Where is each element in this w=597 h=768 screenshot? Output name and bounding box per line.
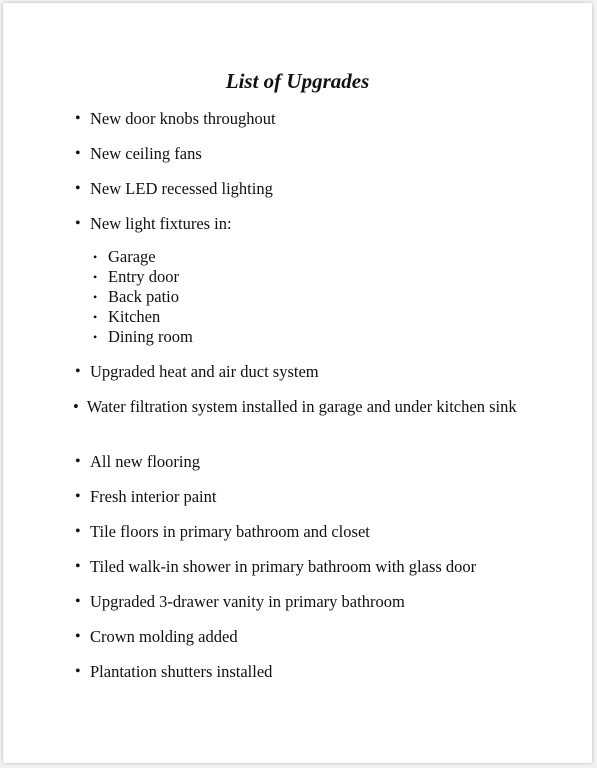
list-item-text: Fresh interior paint <box>90 487 217 506</box>
list-item-text: New LED recessed lighting <box>90 179 273 198</box>
bullet: • <box>75 558 81 575</box>
list-item-text: Upgraded 3-drawer vanity in primary bathroom <box>90 592 405 611</box>
bullet: • <box>93 310 98 324</box>
bullet: • <box>93 290 98 304</box>
bullet: • <box>93 270 98 284</box>
list-item-text: New door knobs throughout <box>90 109 276 128</box>
bullet: • <box>75 180 81 197</box>
sub-list-item-text: Back patio <box>108 287 180 306</box>
list-item-text: Crown molding added <box>90 627 238 646</box>
bullet: • <box>93 250 98 264</box>
sub-list-item-text: Kitchen <box>108 307 161 326</box>
list-item-text: Water filtration system installed in garage and under kitchen sink <box>86 397 517 416</box>
list-item-text: New light fixtures in: <box>90 214 232 233</box>
bullet: • <box>75 110 81 127</box>
list-item-text: Upgraded heat and air duct system <box>90 362 319 381</box>
list-item-text: Plantation shutters installed <box>90 662 273 681</box>
list-item-text: Tile floors in primary bathroom and closet <box>90 522 370 541</box>
sub-list-item-text: Garage <box>108 247 156 266</box>
sub-list-item-text: Dining room <box>108 327 193 346</box>
sub-list-item-text: Entry door <box>108 267 180 286</box>
bullet: • <box>75 488 81 505</box>
bullet: • <box>73 397 79 416</box>
bullet: • <box>75 628 81 645</box>
bullet: • <box>75 663 81 680</box>
list-item-text: All new flooring <box>90 452 200 471</box>
list-item-text: Tiled walk-in shower in primary bathroom with glass door <box>90 557 477 576</box>
bullet: • <box>75 215 81 232</box>
bullet: • <box>93 330 98 344</box>
document-title: List of Upgrades <box>225 69 370 93</box>
list-item-text: New ceiling fans <box>90 144 202 163</box>
bullet: • <box>75 523 81 540</box>
document-page <box>3 3 592 763</box>
bullet: • <box>75 363 81 380</box>
bullet: • <box>75 145 81 162</box>
bullet: • <box>75 453 81 470</box>
bullet: • <box>75 593 81 610</box>
list-item <box>73 397 533 417</box>
